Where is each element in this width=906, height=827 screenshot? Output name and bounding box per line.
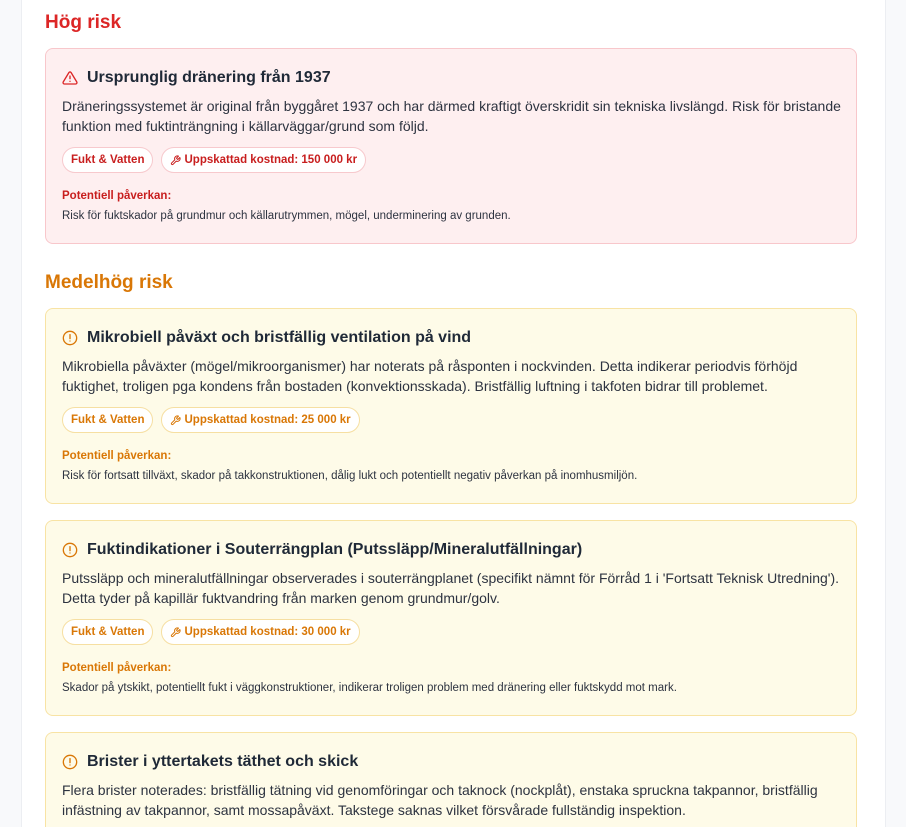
section-title-medium-risk: Medelhög risk [45,272,173,293]
risk-card-description: Putssläpp och mineralutfällningar observerades i souterrängplanet (specifikt nämnt för Förråd 1 i 'Fortsatt Teknisk Utredning'). Detta tyder på kapillär fuktvandring från marken genom grundmur/golv. [62,570,840,606]
cost-tag-label: Uppskattad kostnad: 25 000 kr [184,414,351,426]
wrench-icon [170,415,181,426]
risk-card-title: Brister i yttertakets täthet och skick [87,753,359,770]
risk-card-drainage [45,48,857,244]
impact-text: Risk för fuktskador på grundmur och källarutrymmen, mögel, underminering av grunden. [62,210,511,222]
cost-tag [161,147,366,173]
warning-triangle-icon [62,70,78,86]
cost-tag [161,407,359,433]
alert-circle-icon [62,542,78,558]
impact-text: Risk för fortsatt tillväxt, skador på takkonstruktionen, dålig lukt och potentiellt negativ påverkan på inomhusmiljön. [62,470,638,482]
cost-tag-label: Uppskattad kostnad: 150 000 kr [184,154,358,166]
risk-card-basement-moisture [45,520,857,716]
risk-card-title: Fuktindikationer i Souterrängplan (Putssläpp/Mineralutfällningar) [87,541,583,558]
risk-card-description: Dräneringssystemet är original från byggåret 1937 och har därmed kraftigt överskridit sin tekniska livslängd. Risk för bristande funktion med fuktinträngning i källarväggar/grund som följd. [62,98,841,134]
category-tag: Fukt & Vatten [62,147,153,173]
risk-card-description: Flera brister noterades: bristfällig tätning vid genomföringar och taknock (nockplåt), enstaka spruckna takpannor, bristfällig infästning av takpannor, samt mossapåväxt. Takstege saknas vilket försvårade fullständig inspektion. [62,782,818,818]
risk-card-title: Ursprunglig dränering från 1937 [87,69,331,86]
alert-circle-icon [62,330,78,346]
wrench-icon [170,155,181,166]
risk-card-title: Mikrobiell påväxt och bristfällig ventilation på vind [87,329,472,346]
impact-text: Skador på ytskikt, potentiellt fukt i väggkonstruktioner, indikerar troligen problem med dränering eller fuktskydd mot mark. [62,682,677,694]
wrench-icon [170,627,181,638]
impact-label: Potentiell påverkan: [62,662,172,674]
risk-card-roof [45,732,857,827]
cost-tag-label: Uppskattad kostnad: 30 000 kr [184,626,351,638]
category-tag: Fukt & Vatten [62,407,153,433]
impact-label: Potentiell påverkan: [62,190,172,202]
risk-card-attic-mold [45,308,857,504]
risk-card-description: Mikrobiella påväxter (mögel/mikroorganismer) har noterats på råsponten i nockvinden. Detta indikerar periodvis förhöjd fuktighet, troligen pga kondens från bostaden (konvektionsskada). Bristfällig luftning i takfoten bidrar till problemet. [62,358,798,394]
cost-tag [161,619,359,645]
section-title-high-risk: Hög risk [45,12,122,33]
category-tag: Fukt & Vatten [62,619,153,645]
alert-circle-icon [62,754,78,770]
impact-label: Potentiell påverkan: [62,450,172,462]
